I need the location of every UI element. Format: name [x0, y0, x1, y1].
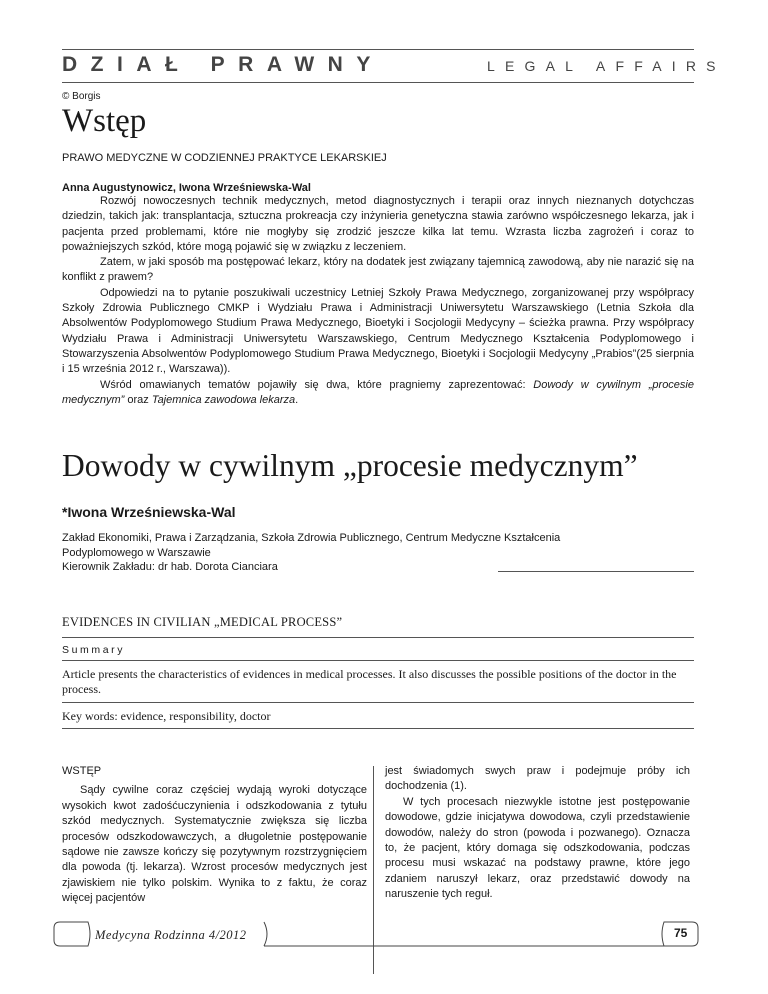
article-author: *Iwona Wrześniewska-Wal [62, 504, 236, 520]
page-number: 75 [674, 926, 688, 940]
intro-title: Wstęp [62, 103, 147, 139]
intro-last-prefix: Wśród omawianych tematów pojawiły się dwa, które pragniemy zaprezentować: [100, 378, 534, 391]
intro-last-middle: oraz [124, 393, 152, 406]
affiliation-line: Kierownik Zakładu: dr hab. Dorota Cianciara [62, 561, 278, 573]
summary-label: Summary [62, 644, 126, 656]
section-heading: WSTĘP [62, 765, 102, 777]
keywords-bottom-rule [62, 728, 694, 729]
intro-paragraph: Odpowiedzi na to pytanie poszukiwali uczestnicy Letniej Szkoły Prawa Medycznego, zorganizowanej przy współpracy Szkoły Zdrowia Publicznego CMKP i Wydziału Prawa i Administracji Uniwersytetu Warszawskiego (Letnia Szkoła dla Absolwentów Podyplomowego Studium Prawa Medycznego, Bioetyki i Socjologii Medycyny – ścieżka prawna. Przy współpracy Wydziału Prawa i Administracji Uniwersytetu Warszawskiego, Centrum Medycznego Kształcenia Podyplomowego i Stowarzyszenia Absolwentów Podyplomowego Studium Prawa Medycznego, Bioetyki i Socjologii Medycyny „Prabios”(25 sierpnia i 15 września 2012 r., Warszawa)). [62, 286, 694, 376]
summary-rule [62, 660, 694, 661]
keywords: Key words: evidence, responsibility, doctor [62, 709, 271, 723]
body-paragraph: W tych procesach niezwykle istotne jest postępowanie dowodowe, gdzie inicjatywa dowodowa, czyli przedstawienie dowodów, należy do stron (powoda i pozwanego). Oznacza to, że pacjent, który domaga się odszkodowania, podczas procesu musi wskazać na podstawy prawne, które jego zdaniem naruszył lekarz, oraz przedstawić dowody na naruszenie tych reguł. [385, 795, 690, 901]
english-title: EVIDENCES IN CIVILIAN „MEDICAL PROCESS” [62, 615, 343, 629]
intro-topic-1: Dowody w cywilnym „procesie medycznym” [62, 378, 694, 406]
left-column [62, 764, 367, 907]
intro-subtitle: PRAWO MEDYCZNE W CODZIENNEJ PRAKTYCE LEKARSKIEJ [62, 152, 387, 164]
header-rule [62, 82, 694, 83]
intro-authors: Anna Augustynowicz, Iwona Wrześniewska-Wal [62, 182, 311, 194]
summary-text: Article presents the characteristics of evidences in medical processes. It also discusses the possible positions of the doctor in the process. [62, 667, 677, 696]
affiliation-rule [498, 571, 694, 572]
publisher-credit: © Borgis [62, 91, 101, 102]
affiliation [62, 531, 560, 575]
affiliation-line: Zakład Ekonomiki, Prawa i Zarządzania, Szkoła Zdrowia Publicznego, Centrum Medyczne Kształcenia [62, 532, 561, 544]
intro-paragraph-last [62, 378, 694, 409]
intro-paragraph: Rozwój nowoczesnych technik medycznych, metod diagnostycznych i terapii oraz innych nieznanych dotychczas dziedzin, takich jak: transplantacja, sztuczna prokreacja czy inżynieria genetyczna stawia zarówno współczesnego lekarza, jak i pacjenta przed problemami, które nie mogłyby się zrodzić jeszcze kilka lat temu. Wzrasta liczba zagrożeń i coraz to poważniejszych szkód, które mogą pojawić się w związku z leczeniem. [62, 195, 694, 253]
keywords-top-rule [62, 702, 694, 703]
intro-last-suffix: . [295, 393, 299, 406]
intro-body [62, 194, 694, 408]
footer-journal: Medycyna Rodzinna 4/2012 [95, 928, 247, 942]
section-title-pl: DZIAŁ PRAWNY [62, 53, 384, 76]
section-title-en: LEGAL AFFAIRS [487, 58, 726, 74]
top-rule [62, 49, 694, 50]
body-paragraph: Sądy cywilne coraz częściej wydają wyroki dotyczące wysokich kwot zadośćuczynienia i odszkodowania z tytułu szkód medycznych. Systematycznie zwiększa się liczba procesów odszkodowawczych, a długoletnie postępowanie sądowe nie zawsze kończy się pozytywnym rozstrzygnięciem dla powoda (tj. lekarza). Wzrost procesów medycznych jest zjawiskiem nie tylko polskim. Wynika to z faktu, że coraz więcej pacjentów [62, 784, 367, 905]
intro-topic-2: Tajemnica zawodowa lekarza [151, 393, 296, 406]
summary-top-rule [62, 637, 694, 638]
right-column [385, 764, 690, 903]
intro-paragraph: Zatem, w jaki sposób ma postępować lekarz, który na dodatek jest związany tajemnicą zawodową, aby nie narazić się na konflikt z prawem? [62, 256, 694, 284]
affiliation-line: Podyplomowego w Warszawie [62, 546, 211, 559]
article-title: Dowody w cywilnym „procesie medycznym” [62, 448, 638, 483]
body-paragraph: jest świadomych swych praw i podejmuje próby ich dochodzenia (1). [385, 765, 690, 793]
